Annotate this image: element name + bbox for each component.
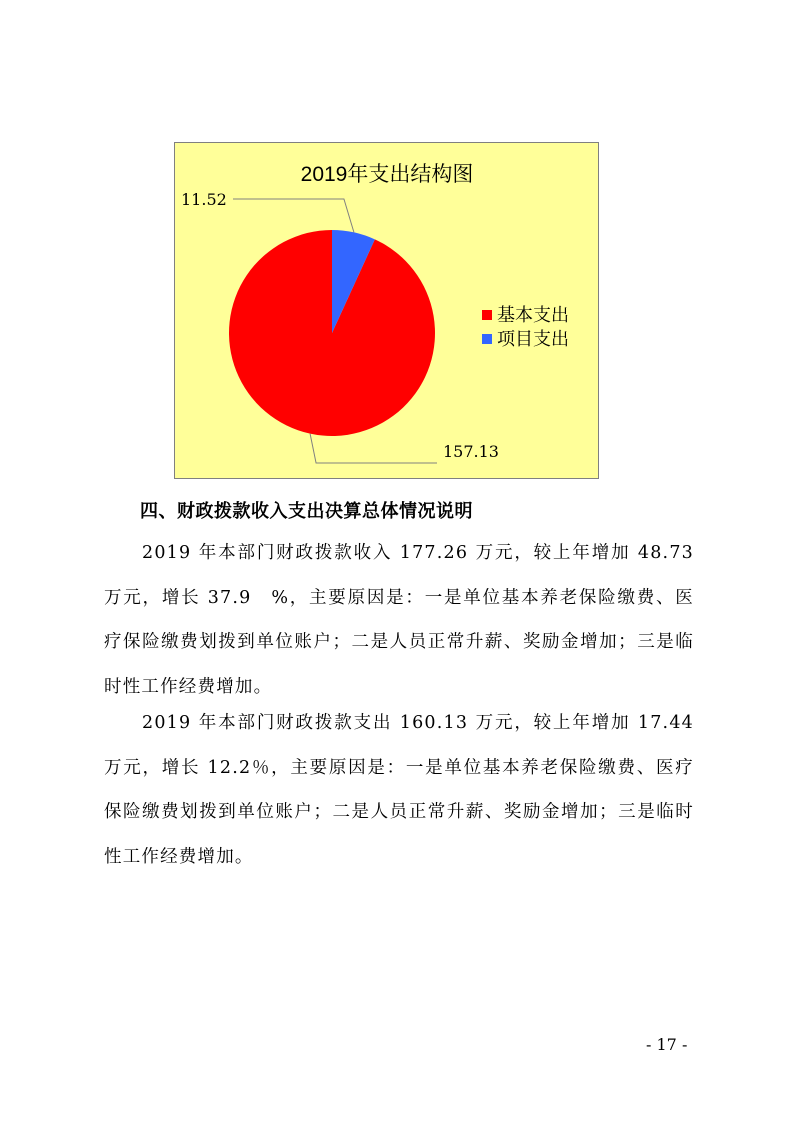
legend-swatch-1 <box>482 310 492 320</box>
pie-chart <box>175 143 600 480</box>
leader-line-2 <box>233 199 354 232</box>
leader-line-1 <box>310 434 437 463</box>
paragraph-expenditure: 2019 年本部门财政拨款支出 160.13 万元，较上年增加 17.44万元，增长 12.2％，主要原因是：一是单位基本养老保险缴费、医疗保险缴费划拨到单位账户；二是人员正常升薪、奖励金增加；三是临时性工作经费增加。 <box>104 713 694 867</box>
section-heading: 四、财政拨款收入支出决算总体情况说明 <box>140 501 473 522</box>
legend-label-1: 基本支出 <box>497 305 569 326</box>
data-label-2: 11.52 <box>181 190 227 209</box>
legend-label-2: 项目支出 <box>497 329 569 350</box>
data-label-1: 157.13 <box>443 442 499 461</box>
legend-swatch-2 <box>482 334 492 344</box>
page-number: - 17 - <box>646 1035 688 1054</box>
pie-chart-panel <box>174 142 599 479</box>
chart-title: 2019年支出结构图 <box>300 163 474 186</box>
paragraph-revenue: 2019 年本部门财政拨款收入 177.26 万元，较上年增加 48.73 万元，增长 37.9 %，主要原因是：一是单位基本养老保险缴费、医疗保险缴费划拨到单位账户；二是人员正常升薪、奖励金增加；三是临时性工作经费增加。 <box>104 543 694 697</box>
